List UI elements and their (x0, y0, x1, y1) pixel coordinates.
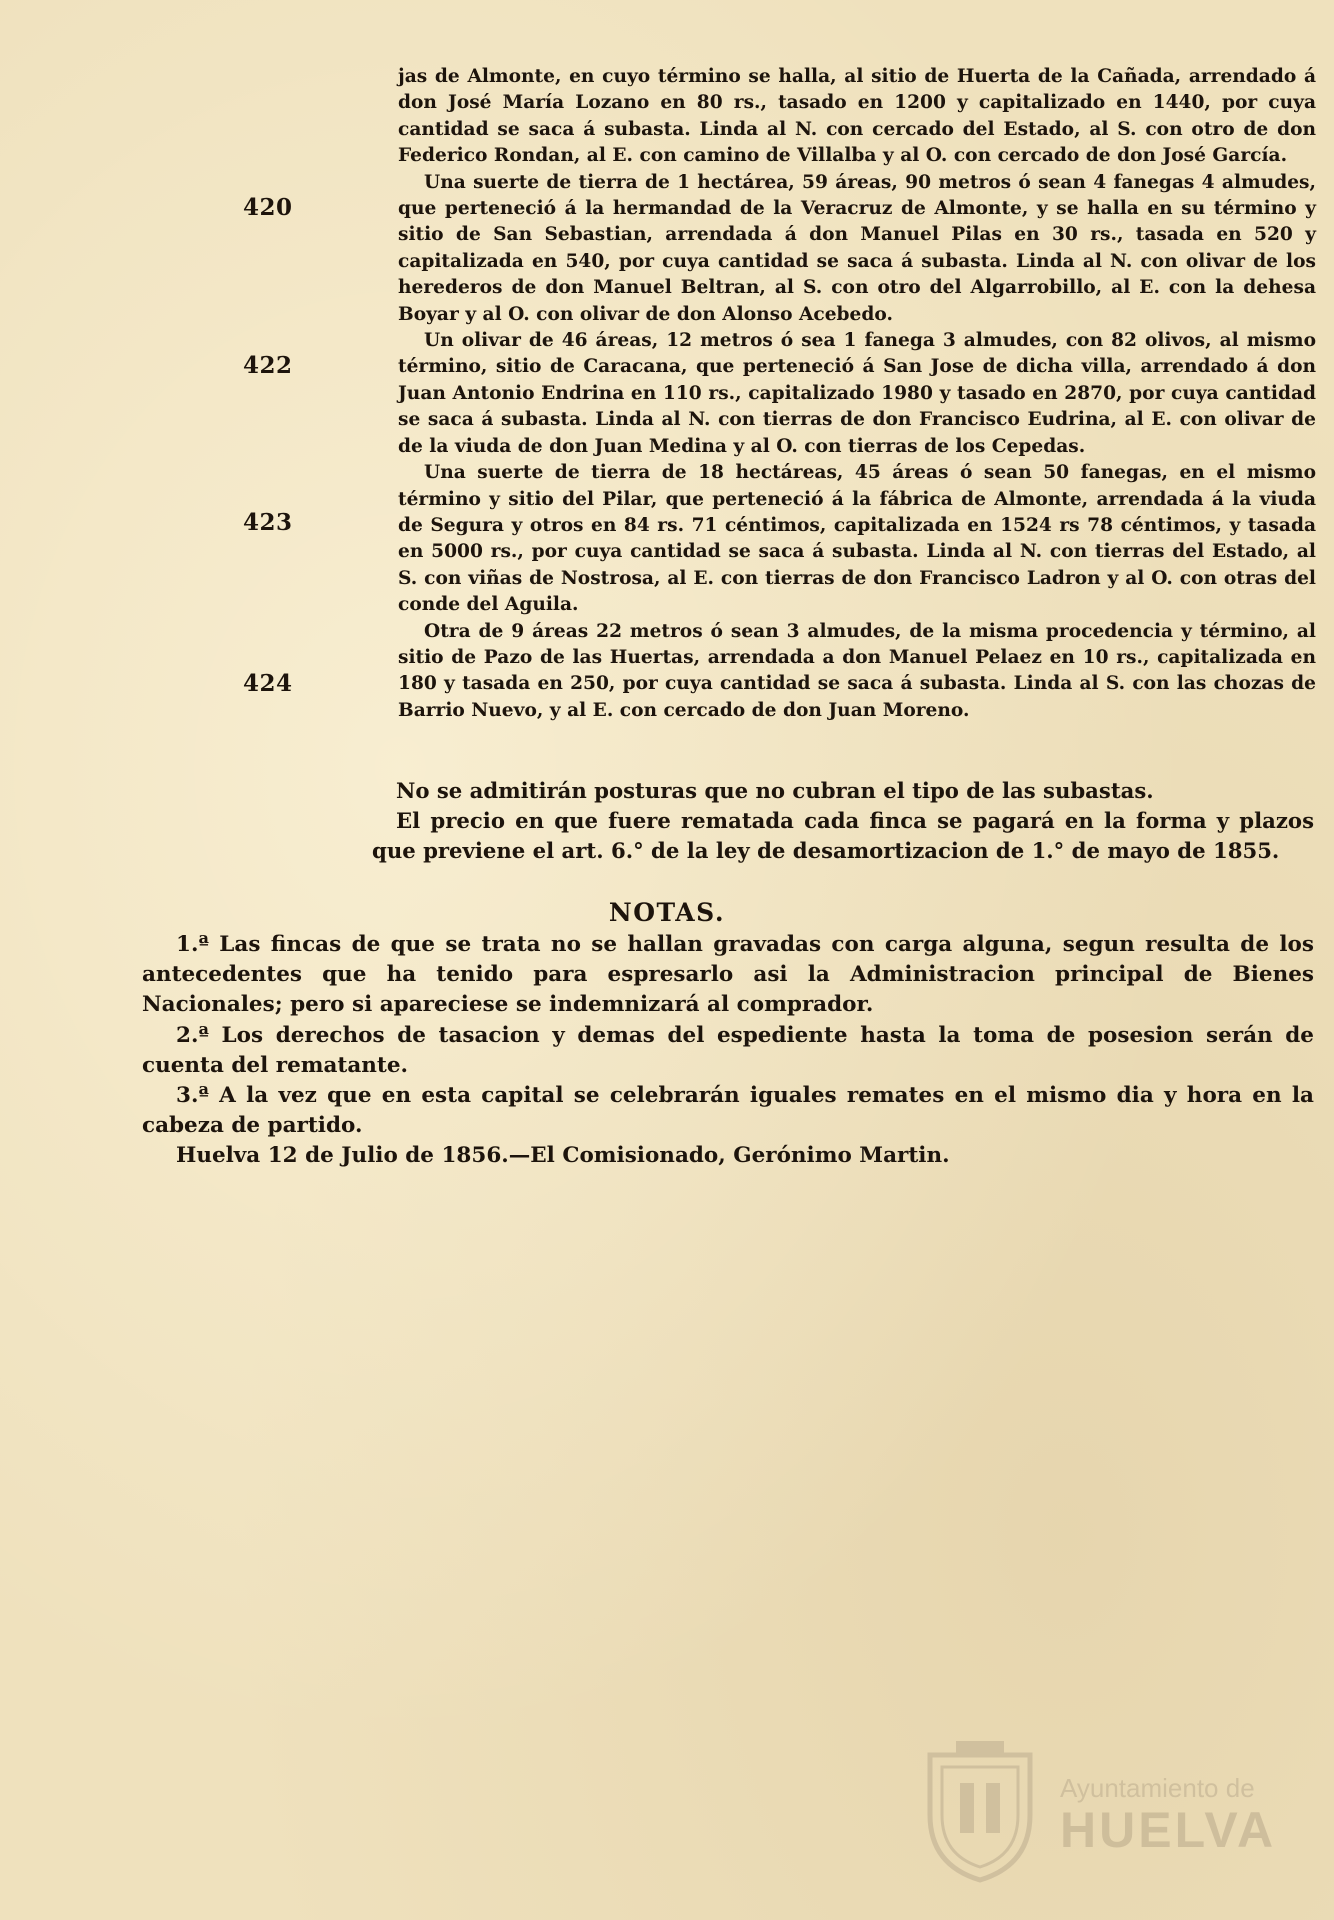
note-item: 3.ª A la vez que en esta capital se celebrarán iguales remates en el mismo dia y hora en la cabeza de partido. (142, 1083, 1314, 1139)
coat-of-arms-icon (920, 1735, 1040, 1885)
lot-paragraph: jas de Almonte, en cuyo término se halla, al sitio de Huerta de la Cañada, arrendado á don José María Lozano en 80 rs., tasado en 1200 y capitalizado en 1440, por cuya cantidad se saca á subasta. Linda al N. con cercado del Estado, al S. con otro de don Federico Rondan, al E. con camino de Villalba y al O. con cercado de don José García. (398, 66, 1316, 167)
watermark-line1: Ayuntamiento de (1060, 1773, 1255, 1803)
minimum-bid-condition: No se admitirán posturas que no cubran el tipo de las subastas. (396, 778, 1154, 803)
lot-number: 423 (243, 509, 293, 536)
payment-condition: El precio en que fuere rematada cada finca se pagará en la forma y plazos que previene el art. 6.° de la ley de desamortizacion de 1.° de mayo de 1855. (372, 808, 1314, 863)
note-item: 1.ª Las fincas de que se trata no se hallan gravadas con carga alguna, segun resulta de los antecedentes que ha tenido para espresarlo asi la Administracion principal de Bienes Nacionales; pero si apareciese se indemnizará al comprador. (142, 932, 1314, 1018)
lot-paragraph: Otra de 9 áreas 22 metros ó sean 3 almudes, de la misma procedencia y término, al sitio de Pazo de las Huertas, arrendada a don Manuel Pelaez en 10 rs., capitalizada en 180 y tasada en 250, por cuya cantidad se saca á subasta. Linda al S. con las chozas de Barrio Nuevo, y al E. con cercado de don Juan Moreno. (398, 620, 1316, 721)
lot-number: 420 (243, 194, 293, 221)
watermark-line2: HUELVA (1060, 1802, 1277, 1858)
bleed-through-texture (118, 60, 268, 1560)
notes-section (142, 930, 1314, 1172)
archive-watermark (920, 1735, 1300, 1885)
lot-paragraph: Un olivar de 46 áreas, 12 metros ó sea 1 fanega 3 almudes, con 82 olivos, al mismo término, sitio de Caracana, que perteneció á San Jose de dicha villa, arrendado á don Juan Antonio Endrina en 110 rs., capitalizado 1980 y tasado en 2870, por cuya cantidad se saca á subasta. Linda al N. con tierras de don Francisco Eudrina, al E. con olivar de de la viuda de don Juan Medina y al O. con tierras de los Cepedas. (398, 330, 1316, 457)
lot-descriptions (398, 64, 1316, 724)
signature-line: Huelva 12 de Julio de 1856.—El Comisionado, Gerónimo Martin. (176, 1143, 950, 1169)
lot-number: 424 (243, 670, 293, 697)
notes-heading: NOTAS. (608, 898, 726, 927)
lot-paragraph: Una suerte de tierra de 18 hectáreas, 45 áreas ó sean 50 fanegas, en el mismo término y sitio del Pilar, que perteneció á la fábrica de Almonte, arrendada á la viuda de Segura y otros en 84 rs. 71 céntimos, capitalizada en 1524 rs 78 céntimos, y tasada en 5000 rs., por cuya cantidad se saca á subasta. Linda al N. con tierras del Estado, al S. con viñas de Nostrosa, al E. con tierras de don Francisco Ladron y al O. con otras del conde del Aguila. (398, 462, 1316, 616)
note-item: 2.ª Los derechos de tasacion y demas del espediente hasta la toma de posesion serán de cuenta del rematante. (142, 1022, 1314, 1078)
lot-paragraph: Una suerte de tierra de 1 hectárea, 59 áreas, 90 metros ó sean 4 fanegas 4 almudes, que perteneció á la hermandad de la Veracruz de Almonte, y se halla en su término y sitio de San Sebastian, arrendada á don Manuel Pilas en 30 rs., tasada en 520 y capitalizada en 540, por cuya cantidad se saca á subasta. Linda al N. con olivar de los herederos de don Manuel Beltran, al S. con otro del Algarrobillo, al E. con la dehesa Boyar y al O. con olivar de don Alonso Acebedo. (398, 171, 1316, 325)
lot-number: 422 (243, 352, 293, 379)
auction-conditions (372, 776, 1314, 866)
